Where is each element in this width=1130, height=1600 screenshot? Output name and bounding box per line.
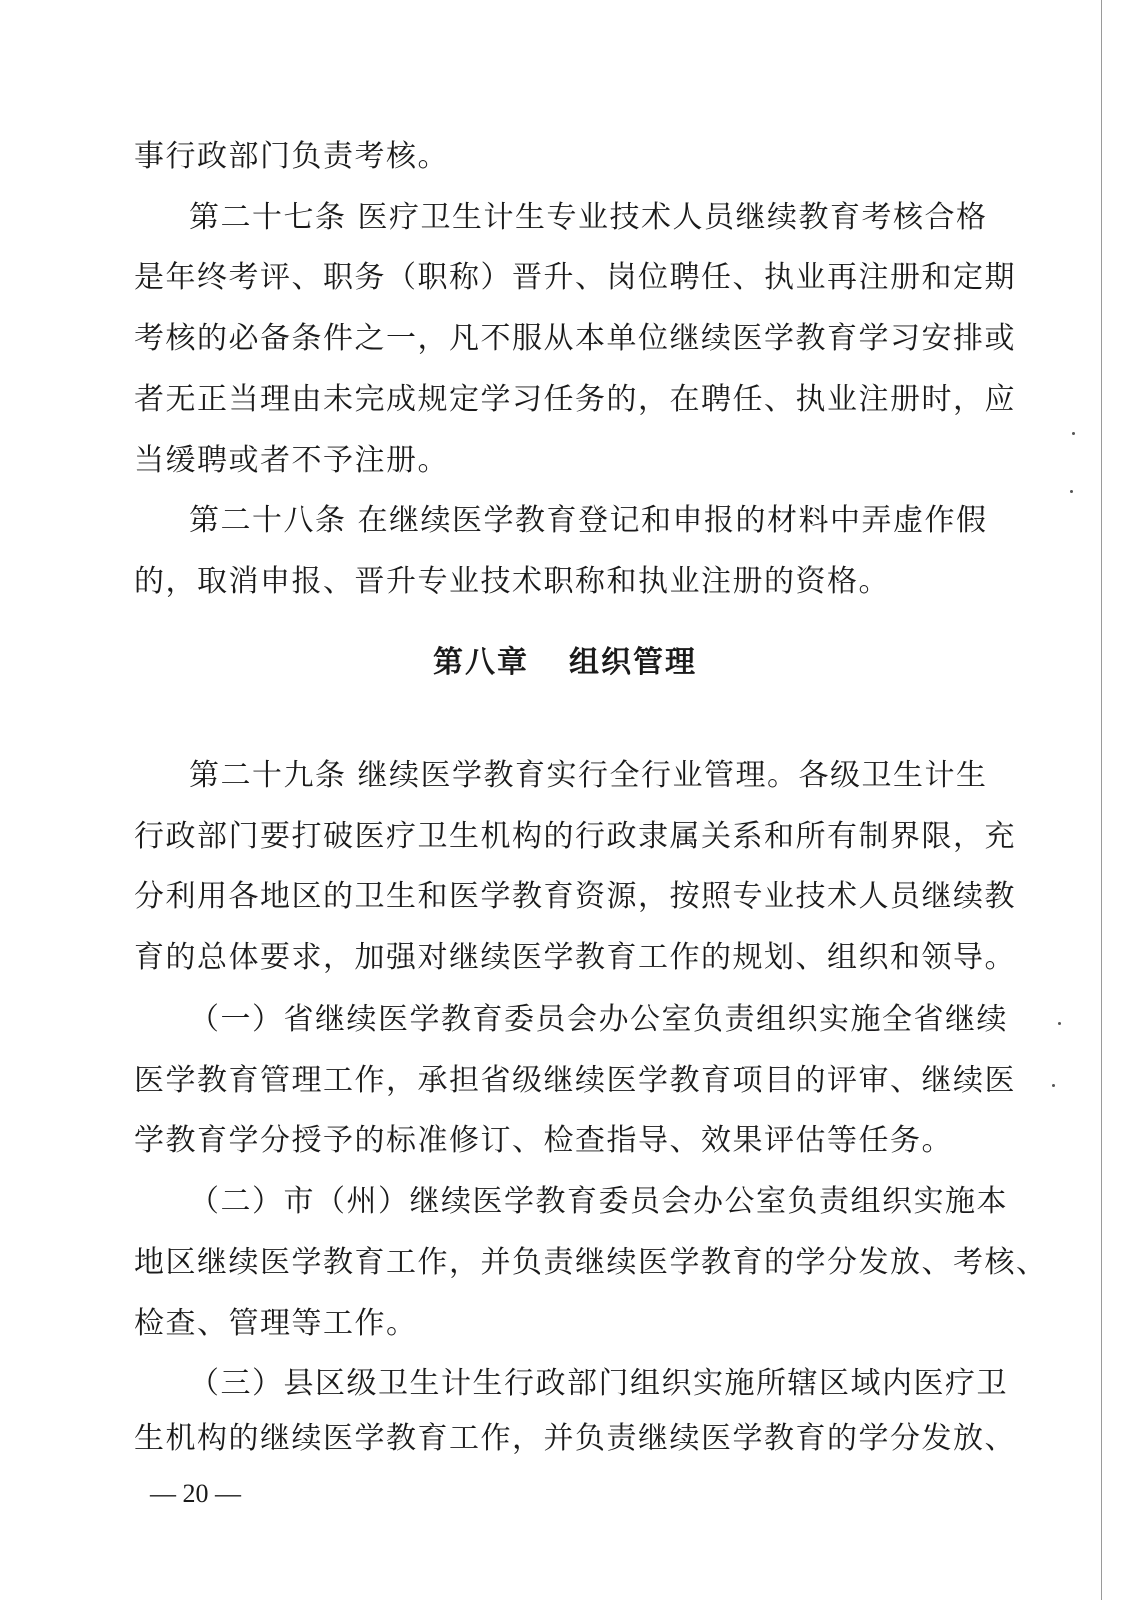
paragraph-line: 当缓聘或者不予注册。 [134, 443, 449, 478]
scan-speck [1058, 1022, 1061, 1025]
page-number: — 20 — [150, 1479, 241, 1508]
item-2-line: （二）市（州）继续医学教育委员会办公室负责组织实施本 [189, 1184, 1008, 1219]
scan-speck [1052, 1084, 1055, 1087]
paragraph-line: 行政部门要打破医疗卫生机构的行政隶属关系和所有制界限，充 [134, 819, 1016, 854]
article-29-line: 第二十九条 继续医学教育实行全行业管理。各级卫生计生 [189, 758, 988, 793]
paragraph-line: 生机构的继续医学教育工作，并负责继续医学教育的学分发放、 [134, 1421, 1016, 1456]
paragraph-line: 考核的必备条件之一，凡不服从本单位继续医学教育学习安排或 [134, 321, 1016, 356]
scan-speck [1072, 432, 1075, 435]
paragraph-line: 医学教育管理工作，承担省级继续医学教育项目的评审、继续医 [134, 1063, 1016, 1098]
paragraph-line: 者无正当理由未完成规定学习任务的，在聘任、执业注册时，应 [134, 382, 1016, 417]
scan-edge-line [1101, 0, 1102, 1600]
paragraph-line: 地区继续医学教育工作，并负责继续医学教育的学分发放、考核、 [134, 1245, 1048, 1280]
paragraph-line: 的，取消申报、晋升专业技术职称和执业注册的资格。 [134, 564, 890, 599]
paragraph-line: 事行政部门负责考核。 [134, 139, 449, 174]
item-1-line: （一）省继续医学教育委员会办公室负责组织实施全省继续 [189, 1002, 1008, 1037]
chapter-title: 组织管理 [569, 645, 697, 680]
article-28-line: 第二十八条 在继续医学教育登记和申报的材料中弄虚作假 [189, 503, 988, 538]
paragraph-line: 分利用各地区的卫生和医学教育资源，按照专业技术人员继续教 [134, 879, 1016, 914]
chapter-heading [0, 645, 1130, 681]
scan-speck [1070, 490, 1073, 493]
paragraph-line: 是年终考评、职务（职称）晋升、岗位聘任、执业再注册和定期 [134, 260, 1016, 295]
paragraph-line: 育的总体要求，加强对继续医学教育工作的规划、组织和领导。 [134, 940, 1016, 975]
paragraph-line: 检查、管理等工作。 [134, 1306, 418, 1341]
article-27-line: 第二十七条 医疗卫生计生专业技术人员继续教育考核合格 [189, 200, 988, 235]
chapter-number: 第八章 [433, 645, 529, 680]
paragraph-line: 学教育学分授予的标准修订、检查指导、效果评估等任务。 [134, 1123, 953, 1158]
item-3-line: （三）县区级卫生计生行政部门组织实施所辖区域内医疗卫 [189, 1366, 1008, 1401]
